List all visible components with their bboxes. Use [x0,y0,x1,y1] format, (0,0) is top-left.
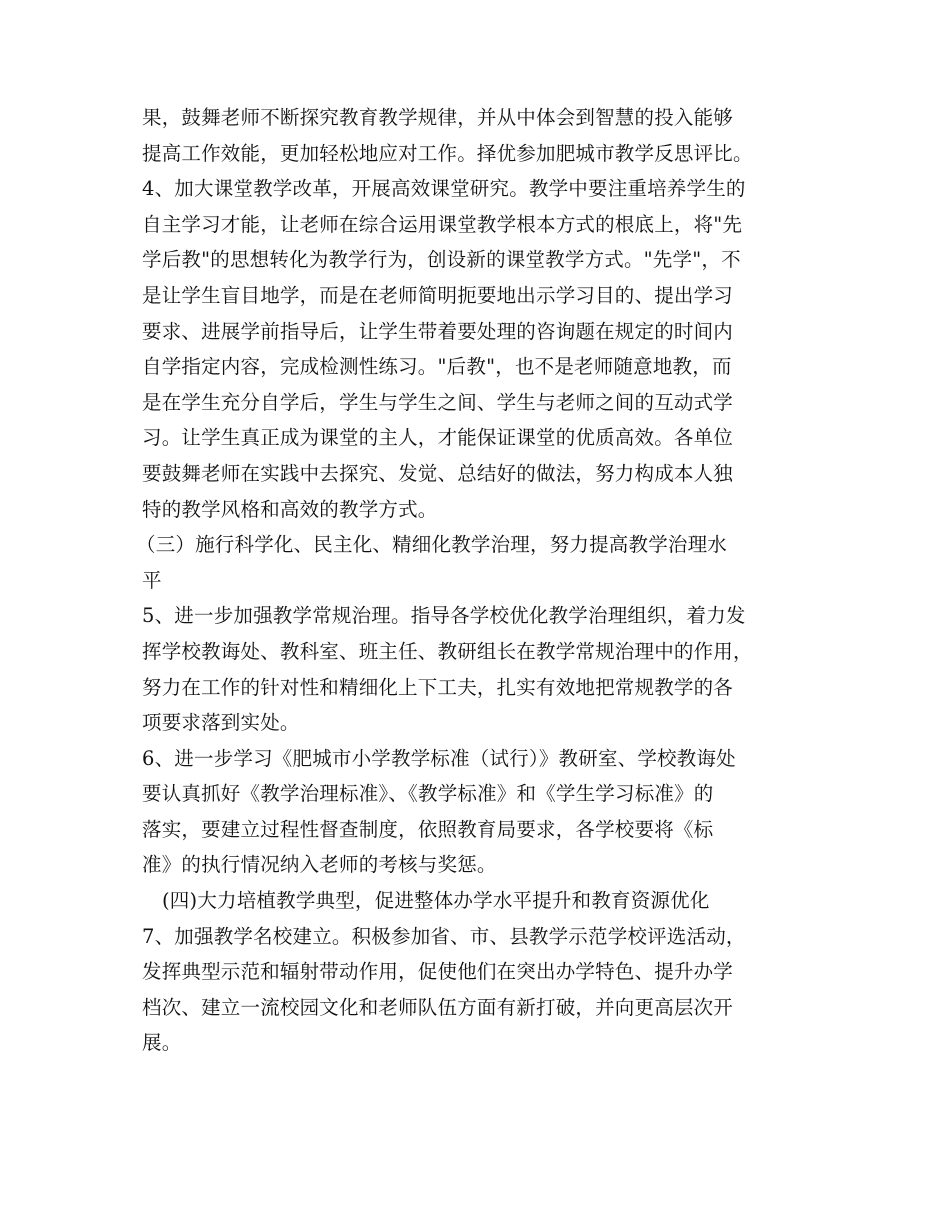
text-line: 要鼓舞老师在实践中去探究、发觉、总结好的做法，努力构成本人独 [142,461,734,485]
text-line: 发挥典型示范和辐射带动作用，促使他们在突出办学特色、提升办学 [142,960,734,984]
section-heading-4: (四)大力培植教学典型，促进整体办学水平提升和教育资源优化 [162,889,710,913]
text-line: 展。 [142,1031,182,1055]
text-line: 学后教"的思想转化为教学行为，创设新的课堂教学方式。"先学"，不 [142,248,741,272]
section-heading-3-continued: 平 [142,568,162,592]
text-line: 4、加大课堂教学改革，开展高效课堂研究。教学中要注重培养学生的 [142,177,746,201]
text-line: 提高工作效能，更加轻松地应对工作。择优参加肥城市教学反思评比。 [142,141,753,165]
text-line: 落实，要建立过程性督查制度，依照教育局要求，各学校要将《标 [142,817,714,841]
text-line: 自主学习才能，让老师在综合运用课堂教学根本方式的根底上，将"先 [142,212,743,236]
text-line: 习。让学生真正成为课堂的主人，才能保证课堂的优质高效。各单位 [142,426,734,450]
text-line: 档次、建立一流校园文化和老师队伍方面有新打破，并向更高层次开 [142,995,734,1019]
text-line: 7、加强教学名校建立。积极参加省、市、县教学示范学校评选活动， [142,924,746,948]
text-line: 6、进一步学习《肥城市小学教学标准（试行）》教研室、学校教诲处 [142,746,736,770]
text-line: 是在学生充分自学后，学生与学生之间、学生与老师之间的互动式学 [142,390,734,414]
body-text [136,100,822,1061]
text-line: 准》的执行情况纳入老师的考核与奖惩。 [142,853,497,877]
text-line: 挥学校教诲处、教科室、班主任、教研组长在教学常规治理中的作用， [142,639,753,663]
text-line: 要认真抓好《教学治理标准》、《教学标准》和《学生学习标准》的 [142,782,714,806]
text-line: 果，鼓舞老师不断探究教育教学规律，并从中体会到智慧的投入能够 [142,106,734,129]
text-line: 自学指定内容，完成检测性练习。"后教"，也不是老师随意地教，而 [142,355,732,379]
text-line: 项要求落到实处。 [142,711,300,735]
text-line: 特的教学风格和高效的教学方式。 [142,497,438,521]
text-line: 努力在工作的针对性和精细化上下工夫，扎实有效地把常规教学的各 [142,675,734,699]
text-line: 是让学生盲目地学，而是在老师简明扼要地出示学习目的、提出学习 [142,283,734,307]
section-heading-3: （三）施行科学化、民主化、精细化教学治理，努力提高教学治理水 [136,533,728,557]
text-line: 要求、进展学前指导后，让学生带着要处理的咨询题在规定的时间内 [142,319,734,343]
text-line: 5、进一步加强教学常规治理。指导各学校优化教学治理组织，着力发 [142,604,746,628]
